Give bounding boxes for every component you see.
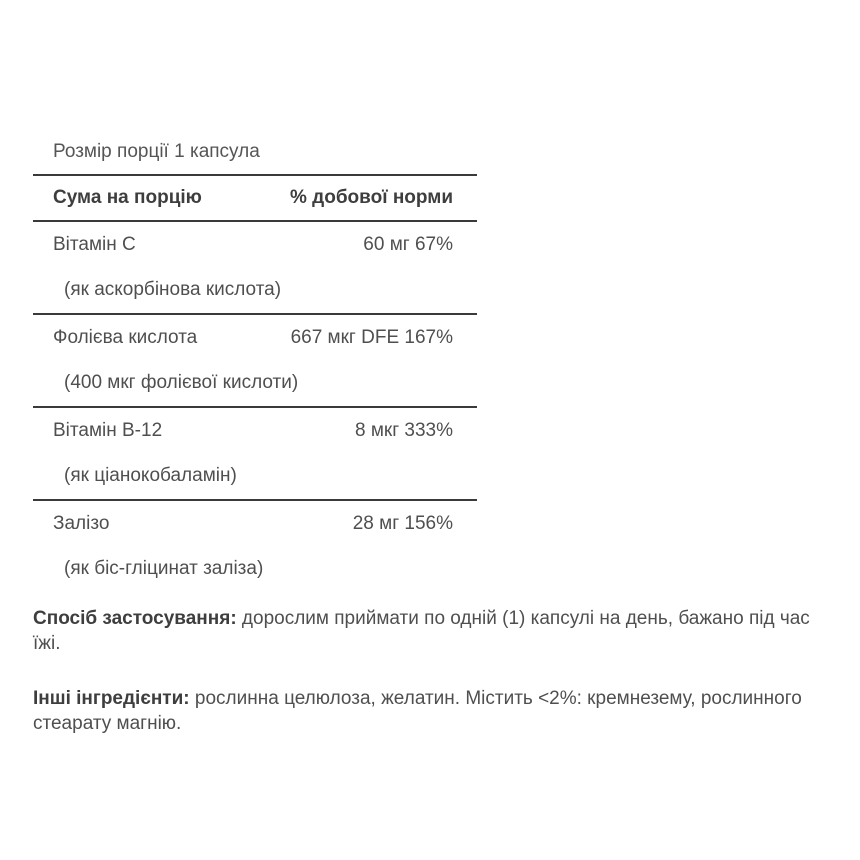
table-header <box>33 176 477 222</box>
nutrient-row-iron <box>33 501 477 594</box>
ingredients-text: рослинна целюлоза, желатин. Містить <2%: кремнезему, рослинного стеарату магнію. <box>33 688 802 734</box>
nutrient-name: Вітамін B-12 <box>53 420 163 441</box>
usage-text: дорослим приймати по одній (1) капсулі на день, бажано під час їжі. <box>33 608 810 654</box>
usage-paragraph <box>33 606 833 656</box>
ingredients-paragraph <box>33 686 833 736</box>
supplement-facts-table <box>33 130 477 594</box>
nutrient-note: (як аскорбінова кислота) <box>64 279 282 300</box>
nutrient-note: (як біс-гліцинат заліза) <box>64 558 264 579</box>
nutrient-note: (400 мкг фолієвої кислоти) <box>64 372 299 393</box>
nutrient-row-vitamin-c <box>33 222 477 315</box>
serving-size: Розмір порції 1 капсула <box>33 130 477 176</box>
nutrient-amount: 28 мг 156% <box>352 513 453 534</box>
nutrient-row-vitamin-b12 <box>33 408 477 501</box>
ingredients-label: Інші інгредієнти: <box>33 688 190 709</box>
nutrient-amount: 667 мкг DFE 167% <box>290 327 453 348</box>
nutrient-name: Вітамін C <box>53 234 136 255</box>
amount-per-serving-label: Сума на порцію <box>53 187 202 208</box>
nutrient-name: Залізо <box>53 513 110 534</box>
nutrient-note: (як ціанокобаламін) <box>64 465 237 486</box>
nutrient-amount: 8 мкг 333% <box>354 420 453 441</box>
nutrient-row-folic-acid <box>33 315 477 408</box>
daily-value-label: % добової норми <box>289 187 453 208</box>
nutrient-amount: 60 мг 67% <box>363 234 453 255</box>
usage-label: Спосіб застосування: <box>33 608 237 629</box>
nutrient-name: Фолієва кислота <box>53 327 198 348</box>
